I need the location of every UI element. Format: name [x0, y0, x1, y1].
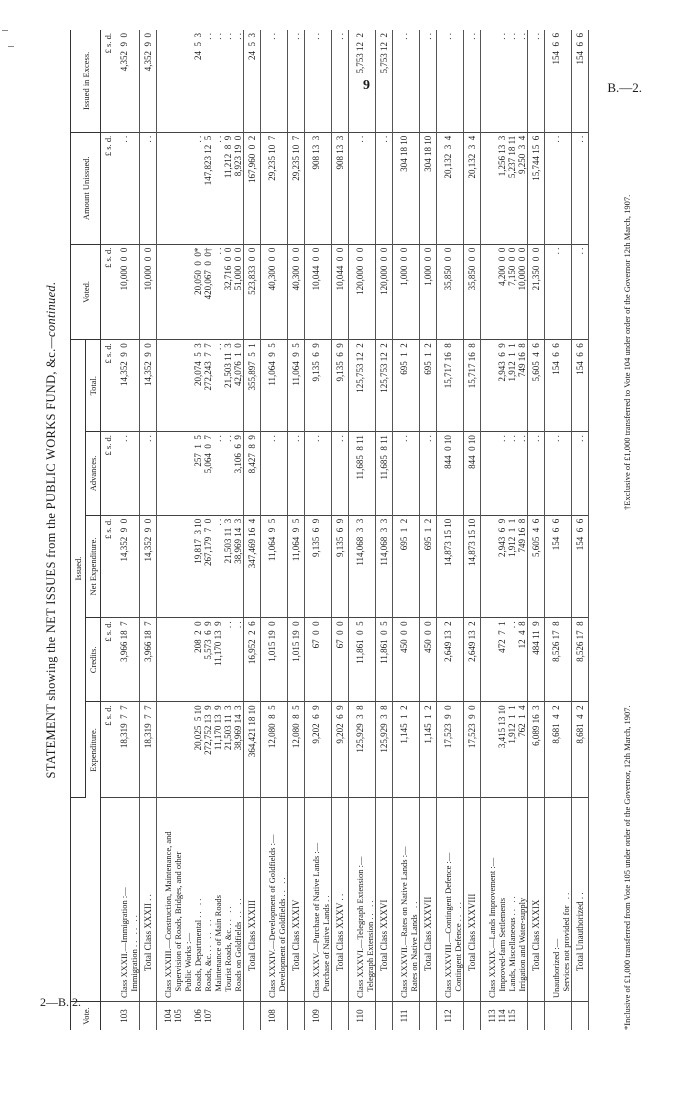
expenditure-cell: 8,681 4 2 — [572, 702, 589, 798]
total-cell: 20,074 5 3 272,243 7 7 . . 21,503 11 3 42,076 1 0 — [157, 340, 244, 432]
item-cell: Class XXXII.—Immigration :— Immigration . . . . . . — [113, 798, 140, 1002]
vote-cell: 110 — [355, 1009, 365, 1023]
expenditure-cell: 6,089 16 3 — [528, 702, 545, 798]
advances-cell: . . — [420, 432, 437, 516]
expenditure-cell: 1,145 1 2 — [420, 702, 437, 798]
advances-cell: . . — [113, 432, 140, 516]
class-total-row — [572, 30, 589, 1030]
net-expenditure-cell: 347,469 16 4 — [244, 515, 261, 618]
excess-cell: . . — [288, 30, 305, 132]
total-cell: 695 1 2 — [393, 340, 420, 432]
unissued-cell: 29,235 10 7 — [288, 132, 305, 244]
net-expenditure-cell: 14,873 15 10 — [437, 515, 464, 618]
class-total-row — [244, 30, 261, 1030]
issued-header: Issued. — [71, 340, 86, 798]
total-cell: 355,897 5 1 — [244, 340, 261, 432]
excess-cell: 4,352 9 0 — [140, 30, 157, 132]
excess-cell: 154 6 6 — [572, 30, 589, 132]
expenditure-cell: 18,319 7 7 — [113, 702, 140, 798]
vote-cell — [464, 1002, 481, 1031]
credits-cell: 450 0 0 — [420, 618, 437, 702]
excess-cell: . . — [305, 30, 332, 132]
credits-cell: 2,649 13 2 — [437, 618, 464, 702]
item-cell: Total Class XXXIII — [244, 798, 261, 1002]
vote-cell — [288, 1002, 305, 1031]
advances-cell: 844 0 10 — [464, 432, 481, 516]
total-cell: 9,135 6 9 — [305, 340, 332, 432]
excess-cell: . . — [332, 30, 349, 132]
credits-cell: 16,952 2 6 — [244, 618, 261, 702]
net-expenditure-cell: 154 6 6 — [545, 515, 572, 618]
expenditure-cell: 125,929 3 8 — [349, 702, 376, 798]
net-expenditure-cell: 9,135 6 9 — [305, 515, 332, 618]
excess-cell: 154 6 6 — [545, 30, 572, 132]
advances-cell: 257 1 5 5,064 0 7 . . . . 3,106 6 9 — [157, 432, 244, 516]
net-expenditure-cell: 695 1 2 — [420, 515, 437, 618]
net-expenditure-cell: 114,068 3 3 — [376, 515, 393, 618]
unissued-cell: . . 147,823 12 5 . . 11,212 8 9 8,923 19 0 — [157, 132, 244, 244]
total-cell: 154 6 6 — [545, 340, 572, 432]
total-cell: 125,753 12 2 — [349, 340, 376, 432]
total-cell: 9,135 6 9 — [332, 340, 349, 432]
item-cell: Total Class XXXVII — [420, 798, 437, 1002]
units-cell: £ s. d. — [101, 244, 114, 340]
total-cell: 14,352 9 0 — [140, 340, 157, 432]
total-cell: 2,943 6 9 1,912 1 1 749 16 8 — [481, 340, 528, 432]
vote-cell — [572, 1002, 589, 1031]
expenditure-cell: 9,202 6 9 — [332, 702, 349, 798]
unissued-cell: . . — [376, 132, 393, 244]
voted-cell: 4,200 0 0 7,150 0 0 10,000 0 0 — [481, 244, 528, 340]
net-issues-table — [70, 30, 589, 1030]
voted-cell: 120,000 0 0 — [349, 244, 376, 340]
class-group-row — [545, 30, 572, 1030]
unissued-cell: 908 13 3 — [305, 132, 332, 244]
vote-cell: 103 — [119, 1009, 129, 1023]
item-cell: Class XXXVI.—Telegraph Extension :— Telegraph Extension . . . . — [349, 798, 376, 1002]
vote-cell — [376, 1002, 393, 1031]
advances-cell: . . . . . . — [481, 432, 528, 516]
total-cell: 15,717 16 8 — [464, 340, 481, 432]
rotated-statement — [44, 30, 644, 1030]
voted-cell: . . — [545, 244, 572, 340]
units-cell: £ s. d. — [101, 618, 114, 702]
class-total-row — [376, 30, 393, 1030]
units-cell: £ s. d. — [101, 340, 114, 432]
class-total-row — [288, 30, 305, 1030]
units-cell: £ s. d. — [101, 30, 114, 132]
vote-cell: 113 114 115 — [487, 1009, 517, 1023]
units-cell: £ s. d. — [101, 515, 114, 618]
class-group-row — [113, 30, 140, 1030]
voted-cell: 40,300 0 0 — [261, 244, 288, 340]
total-cell: 11,064 9 5 — [288, 340, 305, 432]
units-cell: £ s. d. — [101, 432, 114, 516]
net-expenditure-cell: 11,064 9 5 — [261, 515, 288, 618]
vote-cell — [332, 1002, 349, 1031]
unissued-cell: . . — [349, 132, 376, 244]
vote-cell: 109 — [311, 1009, 321, 1023]
table-body — [113, 30, 589, 1030]
total-cell: 14,352 9 0 — [113, 340, 140, 432]
excess-cell: . . — [464, 30, 481, 132]
vote-cell — [420, 1002, 437, 1031]
units-row — [101, 30, 114, 1030]
item-header — [71, 798, 101, 1002]
advances-cell: 8,427 8 9 — [244, 432, 261, 516]
expenditure-header: Expenditure. — [86, 702, 101, 798]
voted-cell: 1,000 0 0 — [420, 244, 437, 340]
unissued-cell: 304 18 10 — [420, 132, 437, 244]
advances-cell: 11,685 8 11 — [376, 432, 393, 516]
class-total-row — [464, 30, 481, 1030]
unissued-cell: 20,132 3 4 — [437, 132, 464, 244]
credits-cell: 67 0 0 — [305, 618, 332, 702]
net-expenditure-cell: 5,605 4 6 — [528, 515, 545, 618]
expenditure-cell: 12,080 8 5 — [261, 702, 288, 798]
total-cell: 695 1 2 — [420, 340, 437, 432]
unissued-cell: . . — [572, 132, 589, 244]
class-group-row — [437, 30, 464, 1030]
item-cell: Total Class XXXVI — [376, 798, 393, 1002]
class-total-row — [332, 30, 349, 1030]
excess-cell: . . — [393, 30, 420, 132]
excess-cell: . . . . . . — [481, 30, 528, 132]
voted-cell: 523,833 0 0 — [244, 244, 261, 340]
excess-cell: . . — [528, 30, 545, 132]
item-cell: Total Unauthorized . . — [572, 798, 589, 1002]
total-cell: 154 6 6 — [572, 340, 589, 432]
advances-cell: . . — [140, 432, 157, 516]
excess-cell: 5,753 12 2 — [349, 30, 376, 132]
units-cell: £ s. d. — [101, 702, 114, 798]
page-reference: B.—2. — [607, 80, 642, 95]
item-cell: Class XXXIX.—Lands Improvement :— Improved-farm Settlements Lands, Miscellaneous . . . . Irrigation and Water-supply — [481, 798, 528, 1002]
bottom-reference: 2—B. 2. — [40, 995, 82, 1009]
item-cell: Total Class XXXIX — [528, 798, 545, 1002]
excess-cell: . . — [437, 30, 464, 132]
net-expenditure-cell: 11,064 9 5 — [288, 515, 305, 618]
issued-in-excess-header: Issued in Excess. — [71, 30, 101, 132]
net-expenditure-cell: 19,817 3 10 267,179 7 0 . . 21,503 11 3 38,969 14 3 — [157, 515, 244, 618]
credits-cell: 1,015 19 0 — [261, 618, 288, 702]
advances-cell: . . — [528, 432, 545, 516]
advances-header: Advances. — [86, 432, 101, 516]
expenditure-cell: 364,421 18 10 — [244, 702, 261, 798]
expenditure-cell: 3,415 13 10 1,912 1 1 762 1 4 — [481, 702, 528, 798]
credits-cell: 3,966 18 7 — [140, 618, 157, 702]
unissued-cell: . . — [545, 132, 572, 244]
expenditure-cell: 125,929 3 8 — [376, 702, 393, 798]
credits-cell: 472 7 1 . . 12 4 8 — [481, 618, 528, 702]
unissued-cell: . . — [113, 132, 140, 244]
voted-cell: 1,000 0 0 — [393, 244, 420, 340]
vote-cell — [244, 1002, 261, 1031]
unissued-cell: 1,256 13 3 5,237 18 11 9,250 3 4 — [481, 132, 528, 244]
voted-cell: 35,850 0 0 — [437, 244, 464, 340]
units-cell — [101, 798, 114, 1002]
table-header — [71, 30, 114, 1030]
credits-cell: 3,966 18 7 — [113, 618, 140, 702]
class-group-row — [349, 30, 376, 1030]
net-expenditure-cell: 9,135 6 9 — [332, 515, 349, 618]
total-cell: 125,753 12 2 — [376, 340, 393, 432]
expenditure-cell: 8,681 4 2 — [545, 702, 572, 798]
class-group-row — [261, 30, 288, 1030]
item-cell: Total Class XXXV . . — [332, 798, 349, 1002]
class-group-row — [305, 30, 332, 1030]
net-expenditure-header: Net Expenditure. — [86, 515, 101, 618]
title-text: STATEMENT showing the NET ISSUES from the PUBLIC WORKS FUND, &c. — [44, 348, 58, 779]
unissued-cell: 29,235 10 7 — [261, 132, 288, 244]
voted-cell: 10,044 0 0 — [332, 244, 349, 340]
expenditure-cell: 17,523 9 0 — [437, 702, 464, 798]
excess-cell: 4,352 9 0 — [113, 30, 140, 132]
statement-title — [44, 30, 59, 1030]
vote-cell: 108 — [267, 1009, 277, 1023]
voted-cell: 120,000 0 0 — [376, 244, 393, 340]
item-cell: Class XXXVII.—Rates on Native Lands :— Rates on Native Lands . . — [393, 798, 420, 1002]
units-cell — [101, 1002, 114, 1031]
vote-cell: 112 — [443, 1009, 453, 1023]
class-group-row — [481, 30, 528, 1030]
item-cell: Class XXXVIII.—Contingent Defence :— Contingent Defence . . . . — [437, 798, 464, 1002]
total-header: Total. — [86, 340, 101, 432]
net-expenditure-cell: 2,943 6 9 1,912 1 1 749 16 8 — [481, 515, 528, 618]
unissued-cell: 20,132 3 4 — [464, 132, 481, 244]
advances-cell: . . — [545, 432, 572, 516]
net-expenditure-cell: 14,352 9 0 — [140, 515, 157, 618]
excess-cell: 24 5 3 — [244, 30, 261, 132]
voted-cell: 20,050 0 0* 420,067 0 0† . . 32,716 0 0 51,000 0 0 — [157, 244, 244, 340]
item-cell: Total Class XXXII . . — [140, 798, 157, 1002]
voted-cell: 21,350 0 0 — [528, 244, 545, 340]
excess-cell: 5,753 12 2 — [376, 30, 393, 132]
vote-cell — [545, 1002, 572, 1031]
footnote-exclusive: †Exclusive of £1,000 transferred to Vote 104 under order of the Governor 12th March, 1907. — [622, 194, 632, 510]
voted-cell: . . — [572, 244, 589, 340]
advances-cell: . . — [305, 432, 332, 516]
edge-mark — [8, 46, 14, 47]
credits-cell: 11,861 0 5 — [349, 618, 376, 702]
excess-cell: . . — [420, 30, 437, 132]
vote-header: Vote. — [71, 1002, 101, 1031]
net-expenditure-cell: 14,873 15 10 — [464, 515, 481, 618]
total-cell: 5,605 4 6 — [528, 340, 545, 432]
class-total-row — [140, 30, 157, 1030]
unissued-cell: 15,744 15 6 — [528, 132, 545, 244]
credits-cell: 208 2 0 5,573 6 9 11,170 13 9 . . . . — [157, 618, 244, 702]
title-suffix: —continued. — [44, 281, 58, 349]
net-expenditure-cell: 114,068 3 3 — [349, 515, 376, 618]
total-cell: 15,717 16 8 — [437, 340, 464, 432]
credits-cell: 484 11 9 — [528, 618, 545, 702]
expenditure-cell: 9,202 6 9 — [305, 702, 332, 798]
advances-cell: . . — [332, 432, 349, 516]
credits-header: Credits. — [86, 618, 101, 702]
advances-cell: . . — [572, 432, 589, 516]
advances-cell: . . — [288, 432, 305, 516]
credits-cell: 67 0 0 — [332, 618, 349, 702]
credits-cell: 450 0 0 — [393, 618, 420, 702]
item-cell: Class XXXV.—Purchase of Native Lands :— Purchase of Native Lands . . — [305, 798, 332, 1002]
excess-cell: . . — [261, 30, 288, 132]
credits-cell: 1,015 19 0 — [288, 618, 305, 702]
voted-cell: 10,000 0 0 — [140, 244, 157, 340]
units-cell: £ s. d. — [101, 132, 114, 244]
credits-cell: 2,649 13 2 — [464, 618, 481, 702]
voted-cell: 40,300 0 0 — [288, 244, 305, 340]
item-cell: Class XXXIII.—Construction, Maintenance, and Supervision of Roads, Bridges, and other Public Works :— Roads, Departmental . . . . Roads, &c. . . . . . . Maintenance of Main Roads Tourist Roads, &c. . . . . Roads on Goldfields . . . . — [157, 798, 244, 1002]
advances-cell: 844 0 10 — [437, 432, 464, 516]
vote-cell — [140, 1002, 157, 1031]
net-expenditure-cell: 154 6 6 — [572, 515, 589, 618]
total-cell: 11,064 9 5 — [261, 340, 288, 432]
item-cell: Class XXXIV.—Development of Goldfields :— Development of Goldfields . . . . — [261, 798, 288, 1002]
expenditure-cell: 12,080 8 5 — [288, 702, 305, 798]
unissued-cell: 908 13 3 — [332, 132, 349, 244]
voted-cell: 35,850 0 0 — [464, 244, 481, 340]
footnote-inclusive: *Inclusive of £1,000 transferred from Vote 105 under order of the Governor, 12th March, 1907. — [622, 705, 632, 1030]
credits-cell: 8,526 17 8 — [572, 618, 589, 702]
voted-cell: 10,044 0 0 — [305, 244, 332, 340]
voted-header: Voted. — [71, 244, 101, 340]
class-total-row — [528, 30, 545, 1030]
advances-cell: . . — [393, 432, 420, 516]
page-number: 9 — [363, 78, 370, 93]
edge-mark — [2, 30, 8, 31]
net-expenditure-cell: 14,352 9 0 — [113, 515, 140, 618]
advances-cell: 11,685 8 11 — [349, 432, 376, 516]
unissued-cell: . . — [140, 132, 157, 244]
net-expenditure-cell: 695 1 2 — [393, 515, 420, 618]
vote-cell: 104 105 106 107 — [163, 1009, 213, 1023]
class-group-row — [157, 30, 244, 1030]
item-cell: Unauthorized :— Services not provided for . . — [545, 798, 572, 1002]
item-cell: Total Class XXXIV — [288, 798, 305, 1002]
expenditure-cell: 18,319 7 7 — [140, 702, 157, 798]
vote-cell — [528, 1002, 545, 1031]
expenditure-cell: 17,523 9 0 — [464, 702, 481, 798]
credits-cell: 11,861 0 5 — [376, 618, 393, 702]
vote-cell: 111 — [399, 1009, 409, 1023]
class-total-row — [420, 30, 437, 1030]
voted-cell: 10,000 0 0 — [113, 244, 140, 340]
class-group-row — [393, 30, 420, 1030]
item-cell: Total Class XXXVIII — [464, 798, 481, 1002]
expenditure-cell: 1,145 1 2 — [393, 702, 420, 798]
amount-unissued-header: Amount Unissued. — [71, 132, 101, 244]
unissued-cell: 304 18 10 — [393, 132, 420, 244]
excess-cell: 24 5 3 . . . . . . . . — [157, 30, 244, 132]
unissued-cell: 167,960 0 2 — [244, 132, 261, 244]
advances-cell: . . — [261, 432, 288, 516]
expenditure-cell: 20,025 5 10 272,752 13 9 11,170 13 9 21,503 11 3 38,969 14 3 — [157, 702, 244, 798]
credits-cell: 8,526 17 8 — [545, 618, 572, 702]
